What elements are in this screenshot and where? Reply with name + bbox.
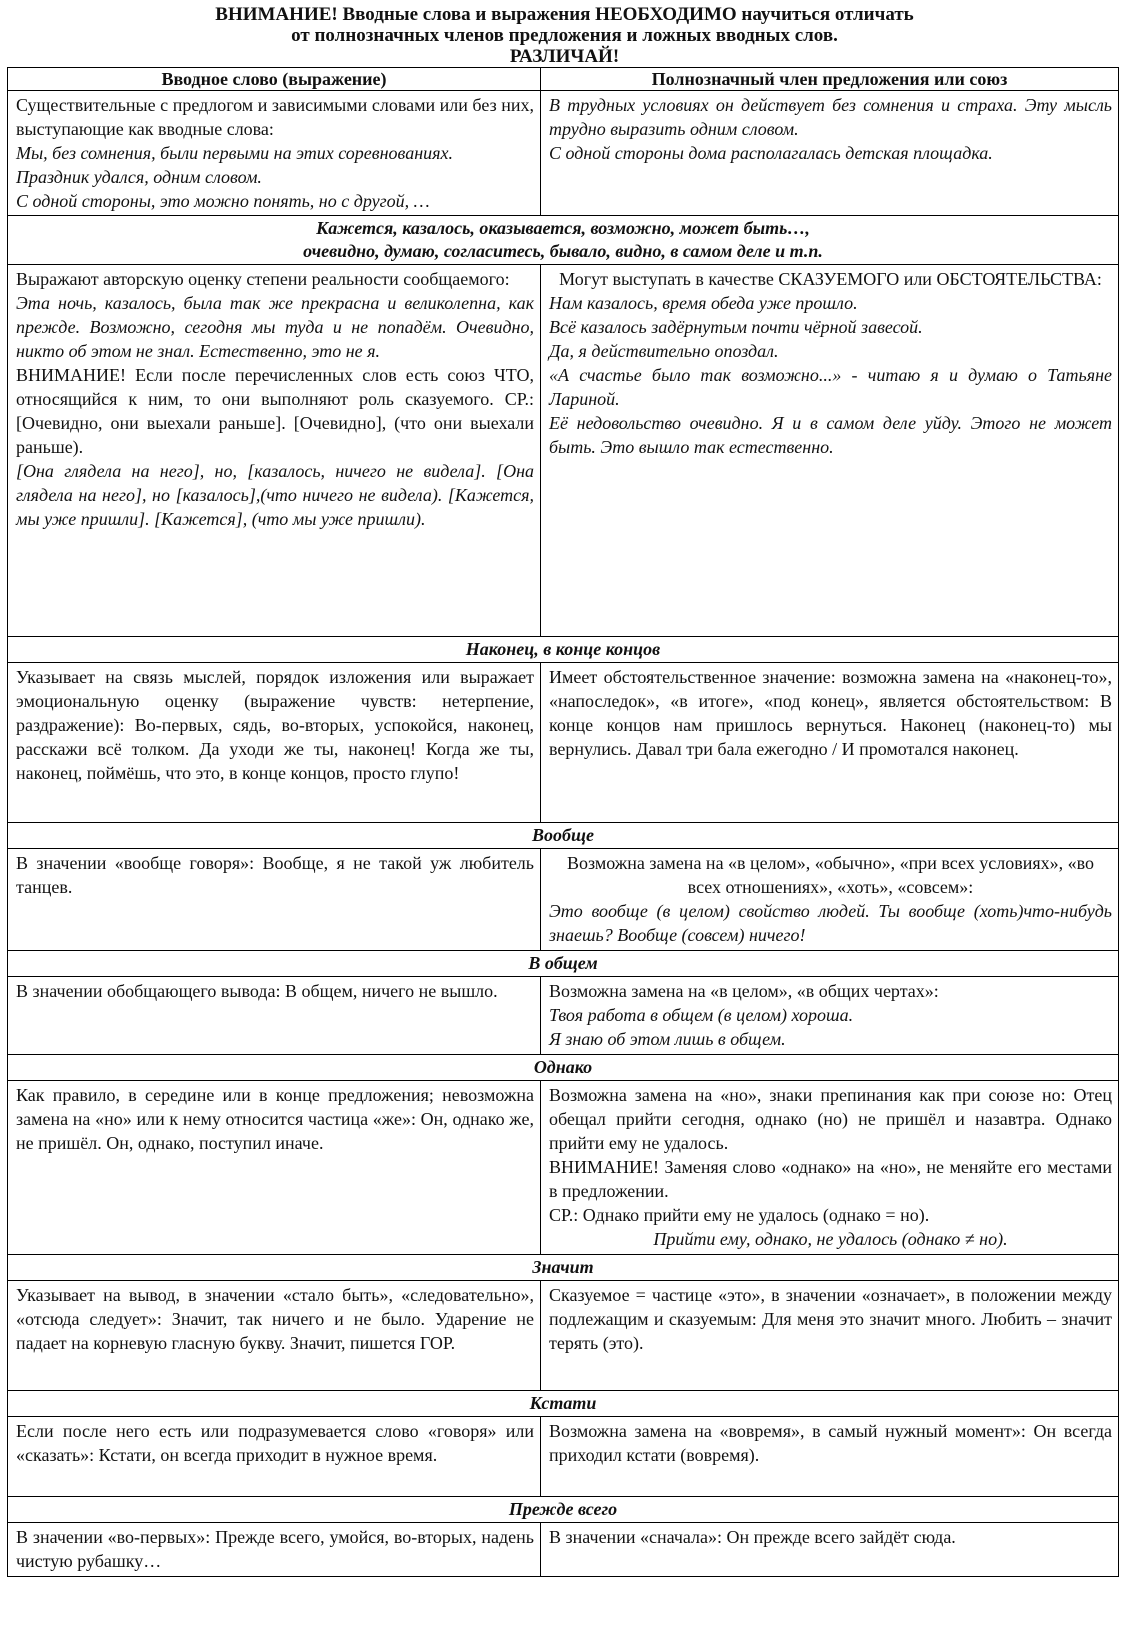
section-7-title-row <box>8 1255 1119 1281</box>
cell-paragraph: Имеет обстоятельственное значение: возможна замена на «наконец-то», «напоследок», «в итоге», «под конец», является обстоятельством: В конце концов нам пришлось вернуться. Наконец (наконец-то) мы вернулись. Давал три бала ежегодно / И промотался наконец. <box>549 667 1112 759</box>
cell-paragraph: Указывает на связь мыслей, порядок изложения или выражает эмоциональную оценку (выражение чувств: нетерпение, раздражение): Во-первых, сядь, во-вторых, успокойся, наконец, расскажи всё толком. Да уходи же ты, наконец! Когда же ты, наконец, поймёшь, что это, в конце концов, просто глупо! <box>16 667 534 783</box>
section-8-title: Кстати <box>8 1391 1119 1417</box>
section-5-left <box>8 977 541 1055</box>
section-9-row <box>8 1523 1119 1577</box>
section-5-row <box>8 977 1119 1055</box>
cell-paragraph: Возможна замена на «вовремя», в самый нужный момент»: Он всегда приходил кстати (вовремя). <box>549 1421 1112 1465</box>
cell-paragraph: В значении «во-первых»: Прежде всего, умойся, во-вторых, надень чистую рубашку… <box>16 1527 534 1571</box>
section-2-title-line-1: Кажется, казалось, оказывается, возможно, может быть…, <box>316 218 810 238</box>
section-4-title: Вообще <box>8 823 1119 849</box>
cell-paragraph: С одной стороны, это можно понять, но с другой, … <box>16 191 430 211</box>
section-7-left <box>8 1281 541 1391</box>
cell-paragraph: Прийти ему, однако, не удалось (однако ≠ но). <box>653 1229 1008 1249</box>
cell-paragraph: Сказуемое = частице «это», в значении «означает», в положении между подлежащим и сказуемым: Для меня это значит много. Любить – значит терять (это). <box>549 1285 1112 1353</box>
section-4-title-row <box>8 823 1119 849</box>
section-7-row <box>8 1281 1119 1391</box>
cell-paragraph: Мы, без сомнения, были первыми на этих соревнованиях. <box>16 143 454 163</box>
section-6-title-row <box>8 1055 1119 1081</box>
section-1-left <box>8 91 541 216</box>
heading-line-1: ВНИМАНИЕ! Вводные слова и выражения НЕОБХОДИМО научиться отличать <box>215 4 914 25</box>
section-4-row <box>8 849 1119 951</box>
section-6-left <box>8 1081 541 1255</box>
cell-paragraph: Её недовольство очевидно. Я и в самом деле уйду. Этого не может быть. Это вышло так естественно. <box>549 413 1112 457</box>
section-1-right <box>541 91 1119 216</box>
section-7-right <box>541 1281 1119 1391</box>
cell-paragraph: Выражают авторскую оценку степени реальности сообщаемого: <box>16 269 510 289</box>
section-3-title-row <box>8 637 1119 663</box>
cell-paragraph: Как правило, в середине или в конце предложения; невозможна замена на «но» или к нему относится частица «же»: Он, однако же, не пришёл. Он, однако, поступил иначе. <box>16 1085 534 1153</box>
cell-paragraph: ВНИМАНИЕ! Если после перечисленных слов есть союз ЧТО, относящийся к ним, то они выполняют роль сказуемого. СР.: [Очевидно, они выехали раньше]. [Очевидно], (что они выехали раньше). <box>16 365 534 457</box>
cell-paragraph: Праздник удался, одним словом. <box>16 167 262 187</box>
heading-line-3: РАЗЛИЧАЙ! <box>509 46 620 67</box>
section-6-row <box>8 1081 1119 1255</box>
cell-paragraph: Твоя работа в общем (в целом) хороша. <box>549 1005 854 1025</box>
cell-paragraph: Это вообще (в целом) свойство людей. Ты вообще (хоть)что-нибудь знаешь? Вообще (совсем) ничего! <box>549 901 1112 945</box>
section-2-title-line-2: очевидно, думаю, согласитесь, бывало, видно, в самом деле и т.п. <box>303 241 823 261</box>
cell-paragraph: В значении «сначала»: Он прежде всего зайдёт сюда. <box>549 1527 956 1547</box>
section-4-right <box>541 849 1119 951</box>
cell-paragraph: [Она глядела на него], но, [казалось, ничего не видела]. [Она глядела на него], но [казалось],(что ничего не видела). [Кажется, мы уже пришли]. [Кажется], (что мы уже пришли). <box>16 461 534 529</box>
cell-paragraph: Эта ночь, казалось, была так же прекрасна и великолепна, как прежде. Возможно, сегодня мы туда и не попадём. Очевидно, никто об этом не знал. Естественно, это не я. <box>16 293 534 361</box>
section-3-title: Наконец, в конце концов <box>8 637 1119 663</box>
cell-paragraph: Возможна замена на «в целом», «в общих чертах»: <box>549 981 939 1001</box>
section-3-row <box>8 663 1119 823</box>
section-2-row <box>8 265 1119 637</box>
cell-paragraph: В значении «вообще говоря»: Вообще, я не такой уж любитель танцев. <box>16 853 534 897</box>
section-8-left <box>8 1417 541 1497</box>
section-9-title-row <box>8 1497 1119 1523</box>
comparison-table <box>7 67 1119 1577</box>
section-7-title: Значит <box>8 1255 1119 1281</box>
heading-line-2: от полнозначных членов предложения и ложных вводных слов. <box>291 25 838 46</box>
cell-paragraph: «А счастье было так возможно...» - читаю я и думаю о Татьяне Лариной. <box>549 365 1112 409</box>
cell-paragraph: Возможна замена на «но», знаки препинания как при союзе но: Отец обещал прийти сегодня, однако (но) не пришёл и назавтра. Однако прийти ему не удалось. <box>549 1085 1112 1153</box>
cell-paragraph: В трудных условиях он действует без сомнения и страха. Эту мысль трудно выразить одним словом. <box>549 95 1112 139</box>
section-9-left <box>8 1523 541 1577</box>
cell-paragraph: Могут выступать в качестве СКАЗУЕМОГО или ОБСТОЯТЕЛЬСТВА: <box>559 269 1102 289</box>
section-8-right <box>541 1417 1119 1497</box>
cell-paragraph: Существительные с предлогом и зависимыми словами или без них, выступающие как вводные слова: <box>16 95 534 139</box>
cell-paragraph: Если после него есть или подразумевается слово «говоря» или «сказать»: Кстати, он всегда приходит в нужное время. <box>16 1421 534 1465</box>
cell-paragraph: Я знаю об этом лишь в общем. <box>549 1029 786 1049</box>
cell-paragraph: ВНИМАНИЕ! Заменяя слово «однако» на «но», не меняйте его местами в предложении. <box>549 1157 1112 1201</box>
cell-paragraph: Всё казалось задёрнутым почти чёрной завесой. <box>549 317 923 337</box>
section-5-title: В общем <box>8 951 1119 977</box>
cell-paragraph: С одной стороны дома располагалась детская площадка. <box>549 143 993 163</box>
cell-paragraph: В значении обобщающего вывода: В общем, ничего не вышло. <box>16 981 498 1001</box>
column-header-row <box>8 68 1119 91</box>
cell-paragraph: Нам казалось, время обеда уже прошло. <box>549 293 858 313</box>
cell-paragraph: Да, я действительно опоздал. <box>549 341 779 361</box>
section-4-left <box>8 849 541 951</box>
section-5-title-row <box>8 951 1119 977</box>
section-1-row <box>8 91 1119 216</box>
section-9-right <box>541 1523 1119 1577</box>
section-8-row <box>8 1417 1119 1497</box>
section-9-title: Прежде всего <box>8 1497 1119 1523</box>
section-3-left <box>8 663 541 823</box>
section-6-right <box>541 1081 1119 1255</box>
section-5-right <box>541 977 1119 1055</box>
section-6-title: Однако <box>8 1055 1119 1081</box>
section-2-right <box>541 265 1119 637</box>
cell-paragraph: Указывает на вывод, в значении «стало быть», «следовательно», «отсюда следует»: Значит, так ничего и не было. Ударение не падает на корневую гласную букву. Значит, пишется ГОР. <box>16 1285 534 1353</box>
page-heading <box>0 0 1129 67</box>
column-header-left: Вводное слово (выражение) <box>8 68 541 91</box>
column-header-right: Полнозначный член предложения или союз <box>541 68 1119 91</box>
section-2-left <box>8 265 541 637</box>
section-2-title-row <box>8 216 1119 265</box>
cell-paragraph: Возможна замена на «в целом», «обычно», «при всех условиях», «во всех отношениях», «хоть», «совсем»: <box>566 853 1095 897</box>
section-3-right <box>541 663 1119 823</box>
section-2-title <box>8 216 1119 265</box>
section-8-title-row <box>8 1391 1119 1417</box>
cell-paragraph: СР.: Однако прийти ему не удалось (однако = но). <box>549 1205 930 1225</box>
